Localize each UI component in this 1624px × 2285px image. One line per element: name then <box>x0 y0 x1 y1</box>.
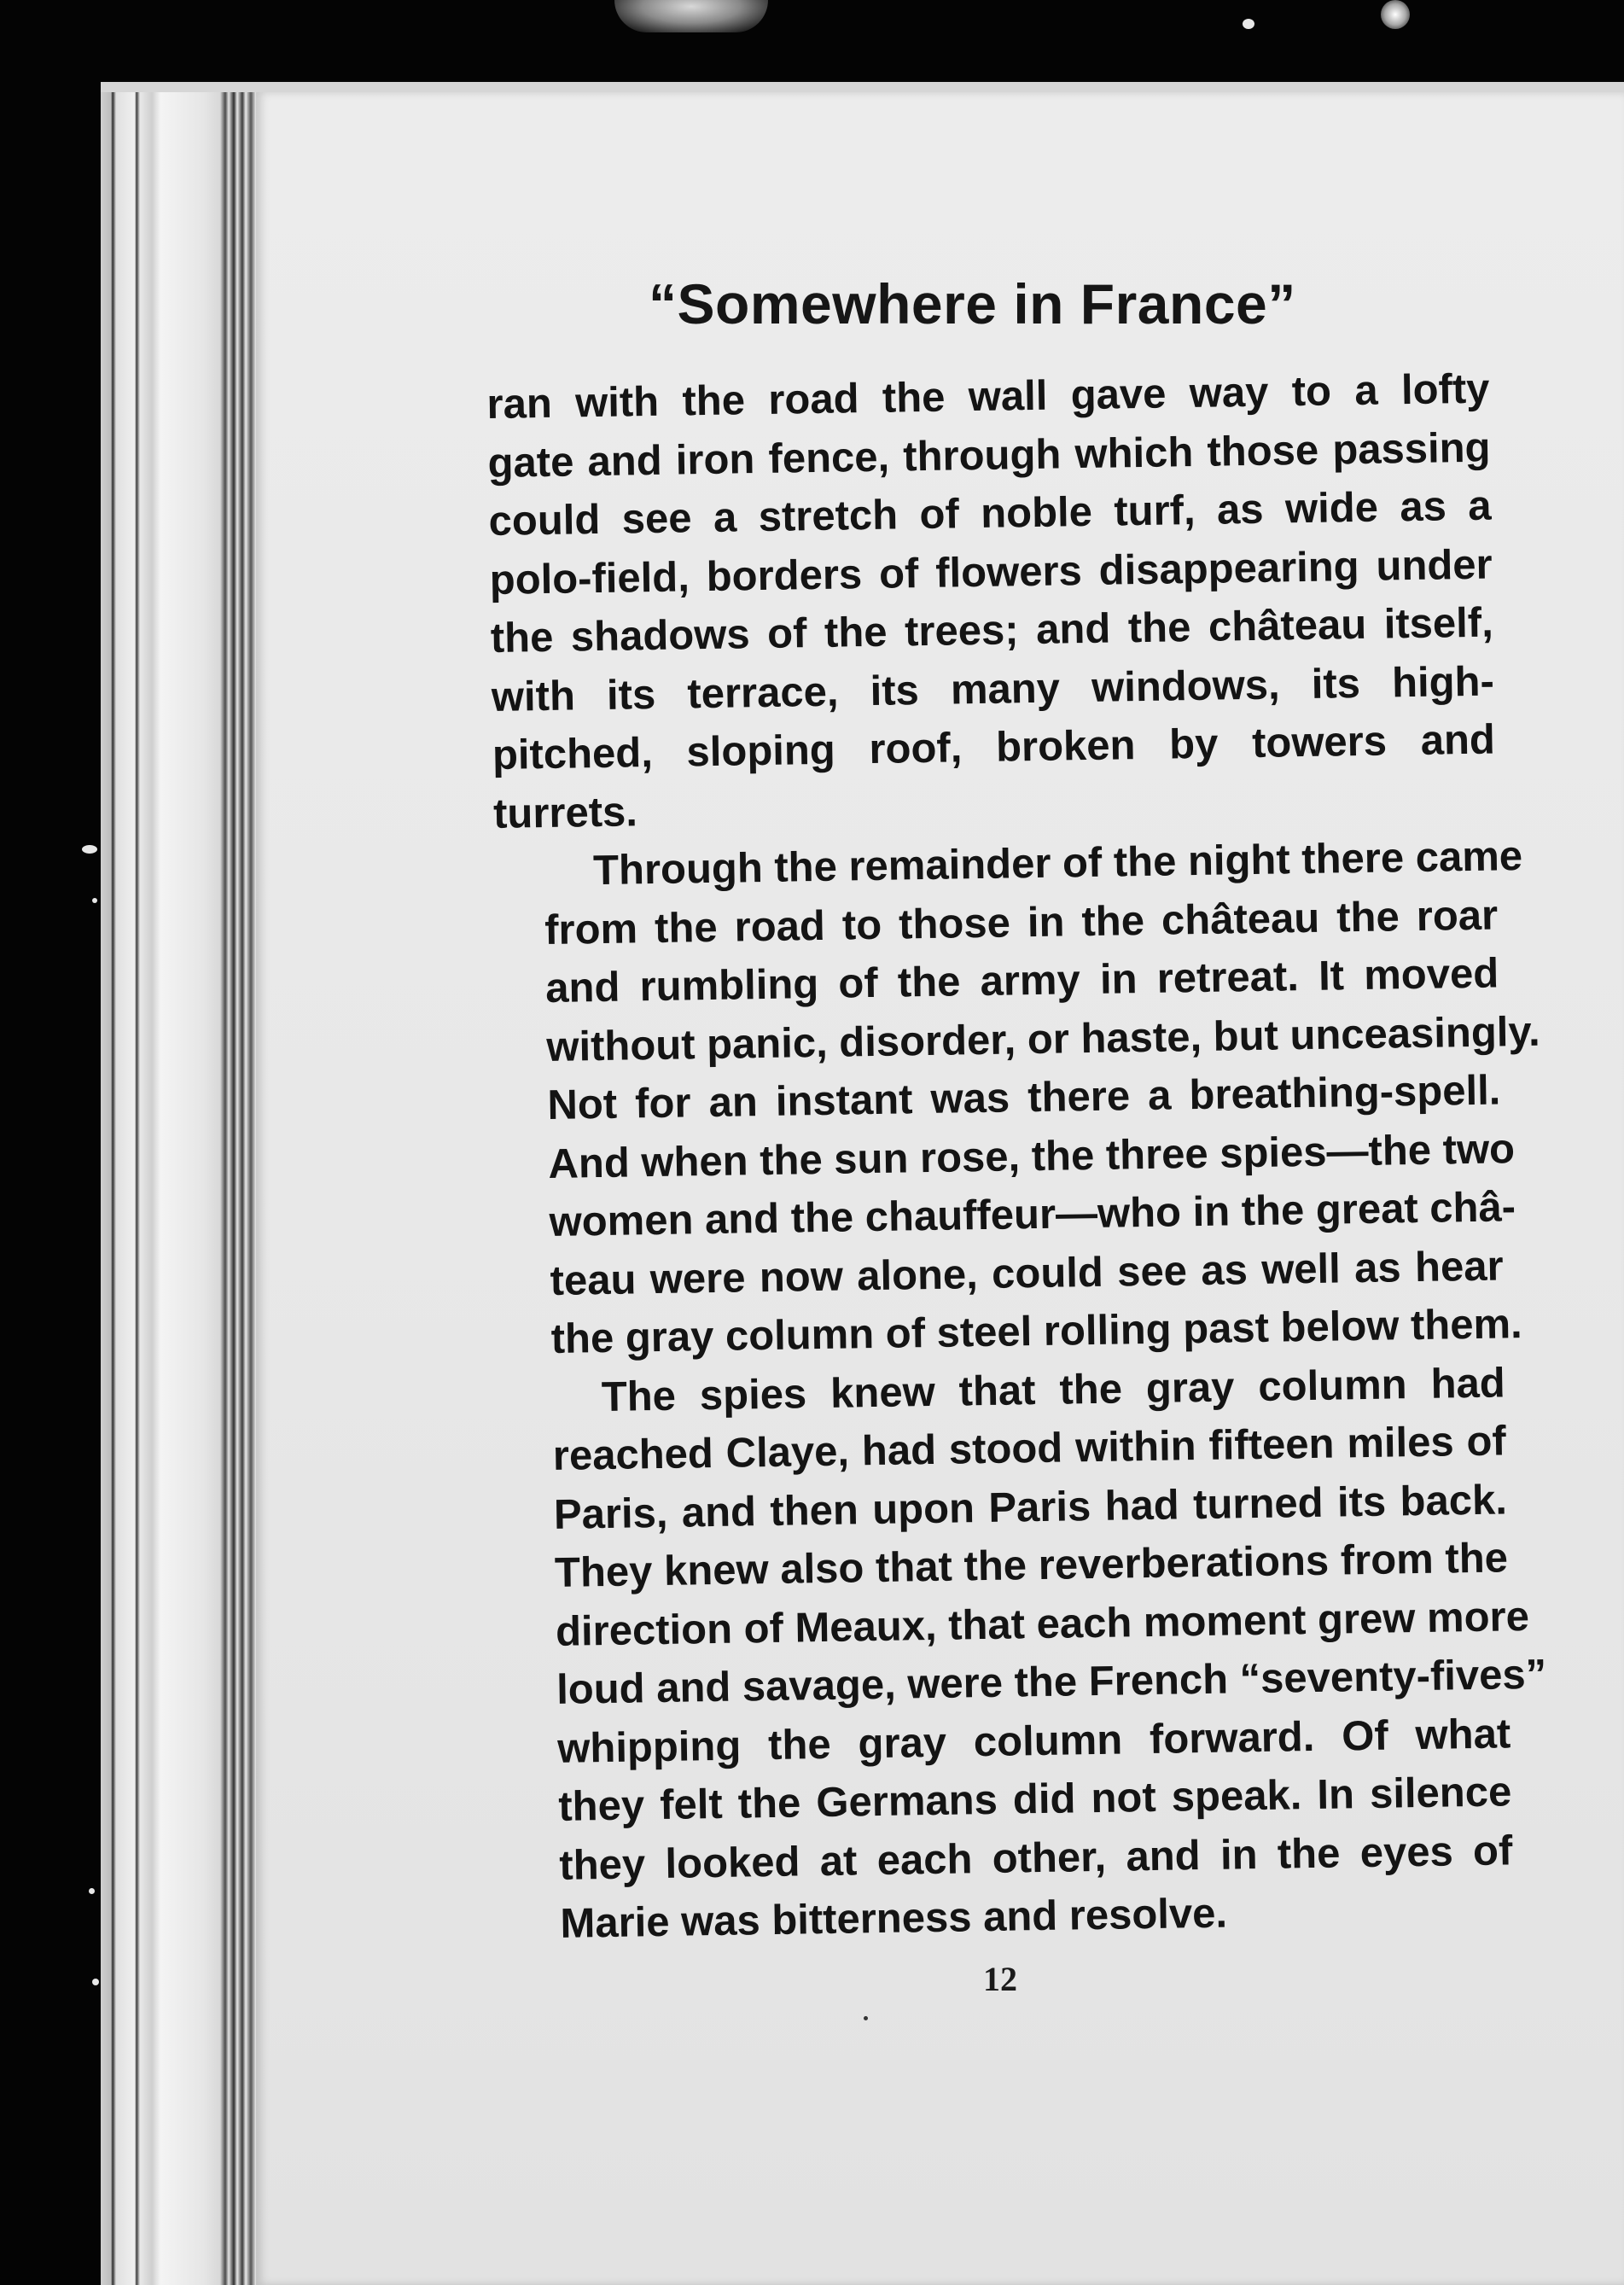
scan-artifact <box>614 0 768 32</box>
text-line: and rumbling of the army in retreat. It moved <box>544 950 1499 1011</box>
scan-speck <box>82 845 97 854</box>
text-line: gate and iron fence, through which those passing <box>487 424 1491 487</box>
text-line: they felt the Germans did not speak. In silence <box>557 1769 1512 1830</box>
paragraph <box>486 360 1496 843</box>
book-page-edges <box>101 92 271 2285</box>
text-line: reached Claye, had stood within fifteen miles of <box>552 1418 1507 1479</box>
text-line: Paris, and then upon Paris had turned its back. <box>553 1476 1508 1538</box>
text-line: Not for an instant was there a breathing-spell. <box>547 1067 1501 1128</box>
scan-speck <box>1243 19 1254 29</box>
text-line: from the road to those in the château the roar <box>544 891 1499 953</box>
text-line: pitched, sloping roof, broken by towers and <box>492 716 1496 778</box>
running-title: “Somewhere in France” <box>649 272 1296 335</box>
text-line: ran with the road the wall gave way to a lofty <box>486 365 1490 428</box>
text-line: turrets. <box>492 788 638 837</box>
text-line: loud and savage, were the French “seventy-fives” <box>556 1651 1547 1713</box>
text-line: Through the remainder of the night there came <box>592 833 1523 895</box>
text-line: polo-field, borders of flowers disappearing under <box>489 541 1493 603</box>
text-line: with its terrace, its many windows, its high- <box>491 658 1495 720</box>
scan-speck <box>864 2016 868 2020</box>
text-line: without panic, disorder, or haste, but unceasingly. <box>545 1008 1541 1070</box>
paragraph <box>494 827 1541 1369</box>
body-text <box>486 360 1547 1955</box>
text-line: the shadows of the trees; and the château itself, <box>490 599 1494 662</box>
text-line: And when the sun rose, the three spies—the two <box>548 1125 1516 1187</box>
page-number: 12 <box>983 1960 1017 1998</box>
scan-speck <box>89 1888 95 1894</box>
text-line: women and the chauffeur—who in the great châ- <box>549 1184 1516 1245</box>
text-line: whipping the gray column forward. Of what <box>556 1710 1511 1772</box>
scan-speck <box>92 898 97 903</box>
scan-speck <box>92 1979 99 1985</box>
text-line: The spies knew that the gray column had <box>601 1359 1506 1420</box>
paragraph <box>502 1354 1547 1954</box>
text-line: They knew also that the reverberations from the <box>554 1535 1509 1596</box>
text-line: they looked at each other, and in the eyes of <box>559 1827 1513 1889</box>
text-line: teau were now alone, could see as well as hear <box>550 1242 1504 1304</box>
text-line: the gray column of steel rolling past below them. <box>550 1301 1523 1362</box>
scan-speck <box>1381 0 1410 29</box>
text-line: Marie was bitterness and resolve. <box>560 1890 1228 1947</box>
text-line: direction of Meaux, that each moment grew more <box>555 1593 1530 1655</box>
text-line: could see a stretch of noble turf, as wide as a <box>488 482 1492 545</box>
